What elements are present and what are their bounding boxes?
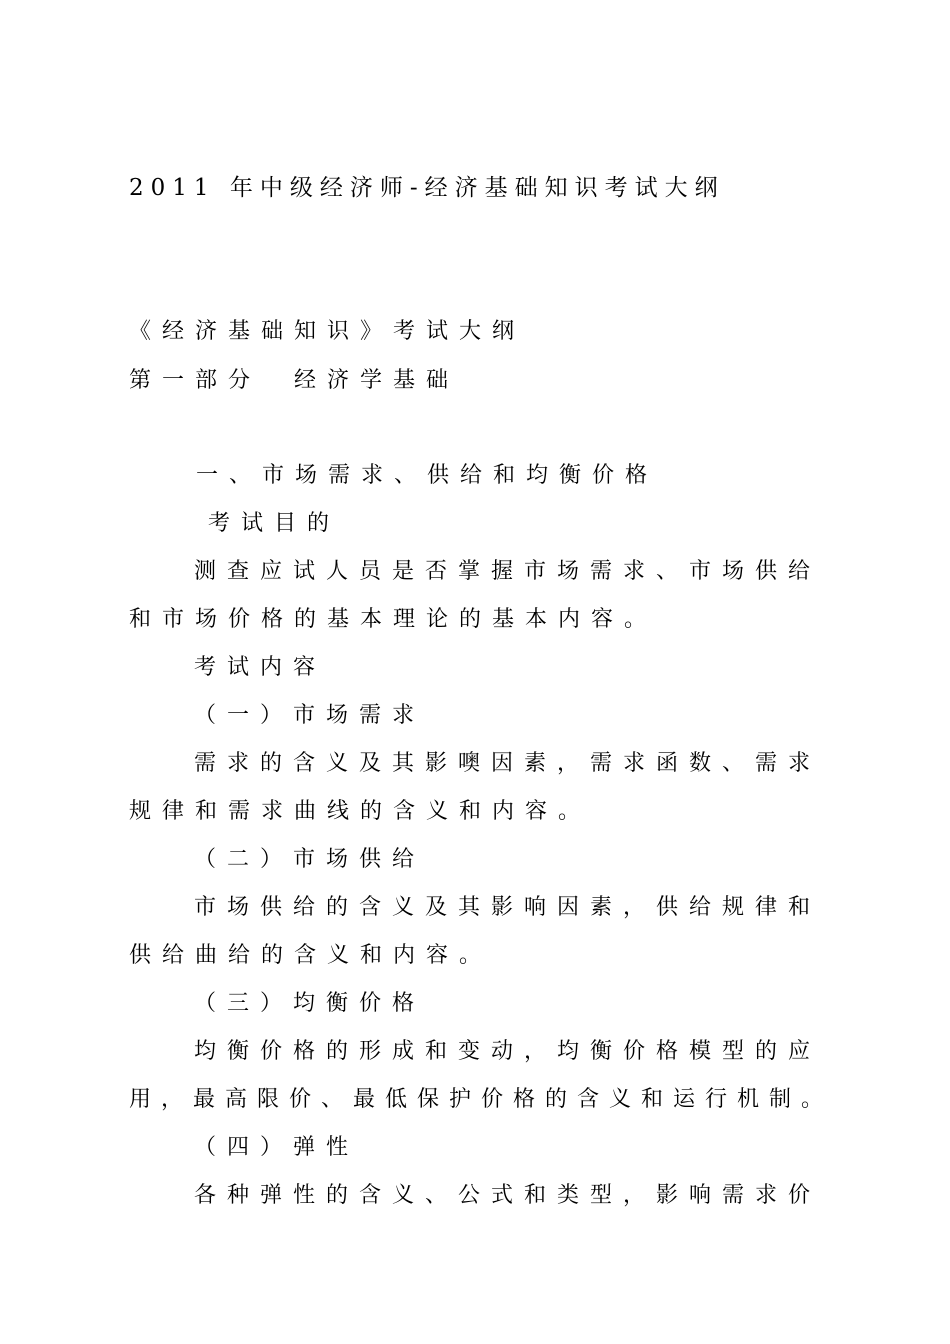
section-heading: （三）均衡价格 [194, 991, 426, 1016]
chapter-heading: 一、市场需求、供给和均衡价格 [196, 463, 659, 488]
paragraph-line: 供给曲给的含义和内容。 [129, 943, 493, 968]
section-heading: （二）市场供给 [194, 847, 426, 872]
paragraph-line: 规律和需求曲线的含义和内容。 [129, 799, 592, 824]
paragraph-line: 均衡价格的形成和变动，均衡价格模型的应 [194, 1039, 822, 1064]
paragraph-line: 市场供给的含义及其影响因素，供给规律和 [194, 895, 822, 920]
purpose-heading: 考试目的 [208, 511, 341, 536]
content-heading: 考试内容 [194, 655, 327, 680]
paragraph-line: 需求的含义及其影噢因素，需求函数、需求 [194, 751, 822, 776]
paragraph-line: 用，最高限价、最低保护价格的含义和运行机制。 [129, 1087, 834, 1112]
paragraph-line: 和市场价格的基本理论的基本内容。 [129, 607, 658, 632]
section-heading: （一）市场需求 [194, 703, 426, 728]
document-title: 2011 年中级经济师-经济基础知识考试大纲 [129, 175, 725, 201]
paragraph-line: 测查应试人员是否掌握市场需求、市场供给 [194, 559, 822, 584]
section-heading: （四）弹性 [194, 1135, 360, 1160]
paragraph-line: 各种弹性的含义、公式和类型，影响需求价 [194, 1183, 822, 1208]
book-title: 《经济基础知识》考试大纲 [129, 319, 526, 344]
part-heading: 第一部分 经济学基础 [129, 368, 460, 393]
